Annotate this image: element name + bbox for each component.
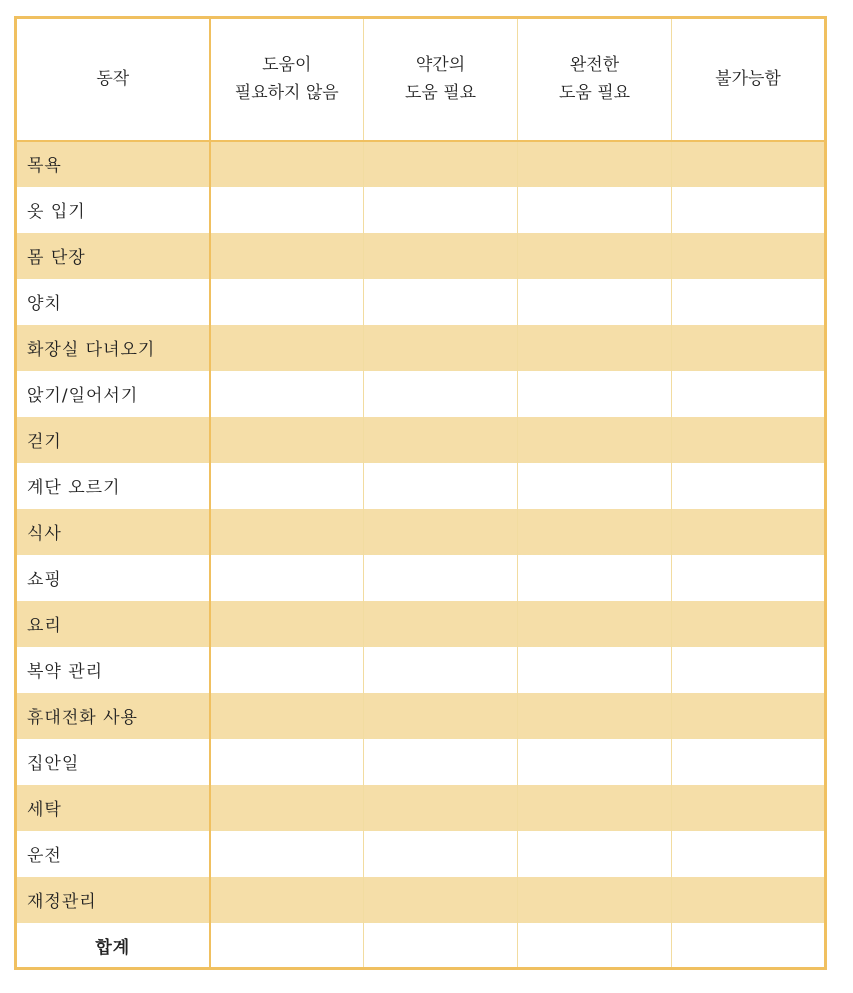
cell-full-help[interactable] (518, 647, 672, 693)
activity-label: 집안일 (16, 739, 210, 785)
activity-label: 세탁 (16, 785, 210, 831)
cell-some-help[interactable] (364, 233, 518, 279)
total-full-help[interactable] (518, 923, 672, 969)
header-some-help-line1: 약간의 (415, 55, 466, 76)
cell-some-help[interactable] (364, 187, 518, 233)
cell-impossible[interactable] (672, 509, 826, 555)
cell-no-help[interactable] (210, 785, 364, 831)
cell-impossible[interactable] (672, 141, 826, 187)
cell-some-help[interactable] (364, 877, 518, 923)
cell-impossible[interactable] (672, 831, 826, 877)
cell-some-help[interactable] (364, 141, 518, 187)
cell-no-help[interactable] (210, 509, 364, 555)
cell-no-help[interactable] (210, 831, 364, 877)
cell-some-help[interactable] (364, 509, 518, 555)
cell-full-help[interactable] (518, 325, 672, 371)
activity-label: 목욕 (16, 141, 210, 187)
cell-some-help[interactable] (364, 693, 518, 739)
activity-label: 화장실 다녀오기 (16, 325, 210, 371)
activity-label: 쇼핑 (16, 555, 210, 601)
cell-full-help[interactable] (518, 739, 672, 785)
total-no-help[interactable] (210, 923, 364, 969)
cell-some-help[interactable] (364, 417, 518, 463)
cell-full-help[interactable] (518, 463, 672, 509)
cell-no-help[interactable] (210, 187, 364, 233)
header-activity (16, 18, 210, 141)
cell-impossible[interactable] (672, 555, 826, 601)
cell-no-help[interactable] (210, 693, 364, 739)
cell-no-help[interactable] (210, 463, 364, 509)
table-header (16, 18, 826, 141)
cell-no-help[interactable] (210, 555, 364, 601)
cell-full-help[interactable] (518, 279, 672, 325)
header-impossible-label: 불가능함 (715, 69, 781, 90)
cell-some-help[interactable] (364, 325, 518, 371)
cell-some-help[interactable] (364, 463, 518, 509)
table-body (16, 141, 826, 969)
cell-impossible[interactable] (672, 463, 826, 509)
table-row (16, 785, 826, 831)
cell-some-help[interactable] (364, 647, 518, 693)
cell-no-help[interactable] (210, 601, 364, 647)
cell-no-help[interactable] (210, 371, 364, 417)
header-full-help-line2: 도움 필요 (558, 83, 631, 104)
table-row (16, 187, 826, 233)
header-some-help (364, 18, 518, 141)
cell-no-help[interactable] (210, 877, 364, 923)
cell-no-help[interactable] (210, 647, 364, 693)
cell-impossible[interactable] (672, 877, 826, 923)
table-row (16, 279, 826, 325)
cell-full-help[interactable] (518, 417, 672, 463)
total-impossible[interactable] (672, 923, 826, 969)
cell-impossible[interactable] (672, 785, 826, 831)
table-row (16, 509, 826, 555)
cell-impossible[interactable] (672, 233, 826, 279)
cell-some-help[interactable] (364, 279, 518, 325)
cell-full-help[interactable] (518, 601, 672, 647)
activity-label: 휴대전화 사용 (16, 693, 210, 739)
cell-impossible[interactable] (672, 279, 826, 325)
cell-some-help[interactable] (364, 739, 518, 785)
cell-no-help[interactable] (210, 279, 364, 325)
table-row (16, 417, 826, 463)
activity-label: 복약 관리 (16, 647, 210, 693)
activity-label: 요리 (16, 601, 210, 647)
table-row (16, 831, 826, 877)
header-no-help (210, 18, 364, 141)
cell-full-help[interactable] (518, 693, 672, 739)
cell-full-help[interactable] (518, 187, 672, 233)
cell-impossible[interactable] (672, 417, 826, 463)
activity-label: 운전 (16, 831, 210, 877)
cell-no-help[interactable] (210, 325, 364, 371)
cell-impossible[interactable] (672, 647, 826, 693)
cell-full-help[interactable] (518, 371, 672, 417)
table-row (16, 233, 826, 279)
table-row (16, 371, 826, 417)
cell-no-help[interactable] (210, 739, 364, 785)
cell-full-help[interactable] (518, 141, 672, 187)
adl-table (14, 16, 827, 970)
cell-some-help[interactable] (364, 785, 518, 831)
activity-label: 계단 오르기 (16, 463, 210, 509)
activity-label: 몸 단장 (16, 233, 210, 279)
header-no-help-line2: 필요하지 않음 (234, 83, 339, 104)
activity-label: 걷기 (16, 417, 210, 463)
cell-no-help[interactable] (210, 233, 364, 279)
header-no-help-line1: 도움이 (262, 55, 312, 76)
activity-label: 앉기/일어서기 (16, 371, 210, 417)
cell-full-help[interactable] (518, 233, 672, 279)
cell-some-help[interactable] (364, 831, 518, 877)
table-row (16, 647, 826, 693)
header-activity-label: 동작 (96, 69, 130, 90)
table-row (16, 555, 826, 601)
table-row (16, 601, 826, 647)
total-label: 합계 (16, 923, 210, 969)
header-impossible (672, 18, 826, 141)
table-row (16, 463, 826, 509)
cell-impossible[interactable] (672, 325, 826, 371)
cell-some-help[interactable] (364, 555, 518, 601)
table-row (16, 693, 826, 739)
activity-label: 재정관리 (16, 877, 210, 923)
cell-some-help[interactable] (364, 371, 518, 417)
table-row (16, 739, 826, 785)
cell-no-help[interactable] (210, 141, 364, 187)
header-full-help-line1: 완전한 (569, 55, 620, 76)
activity-label: 양치 (16, 279, 210, 325)
total-row (16, 923, 826, 969)
header-full-help (518, 18, 672, 141)
cell-full-help[interactable] (518, 877, 672, 923)
cell-impossible[interactable] (672, 739, 826, 785)
cell-impossible[interactable] (672, 371, 826, 417)
table-row (16, 877, 826, 923)
cell-full-help[interactable] (518, 555, 672, 601)
cell-full-help[interactable] (518, 785, 672, 831)
cell-some-help[interactable] (364, 601, 518, 647)
table-row (16, 141, 826, 187)
cell-full-help[interactable] (518, 831, 672, 877)
cell-impossible[interactable] (672, 601, 826, 647)
cell-full-help[interactable] (518, 509, 672, 555)
cell-no-help[interactable] (210, 417, 364, 463)
activity-label: 식사 (16, 509, 210, 555)
cell-impossible[interactable] (672, 187, 826, 233)
header-some-help-line2: 도움 필요 (404, 83, 477, 104)
table-row (16, 325, 826, 371)
cell-impossible[interactable] (672, 693, 826, 739)
activity-label: 옷 입기 (16, 187, 210, 233)
total-some-help[interactable] (364, 923, 518, 969)
